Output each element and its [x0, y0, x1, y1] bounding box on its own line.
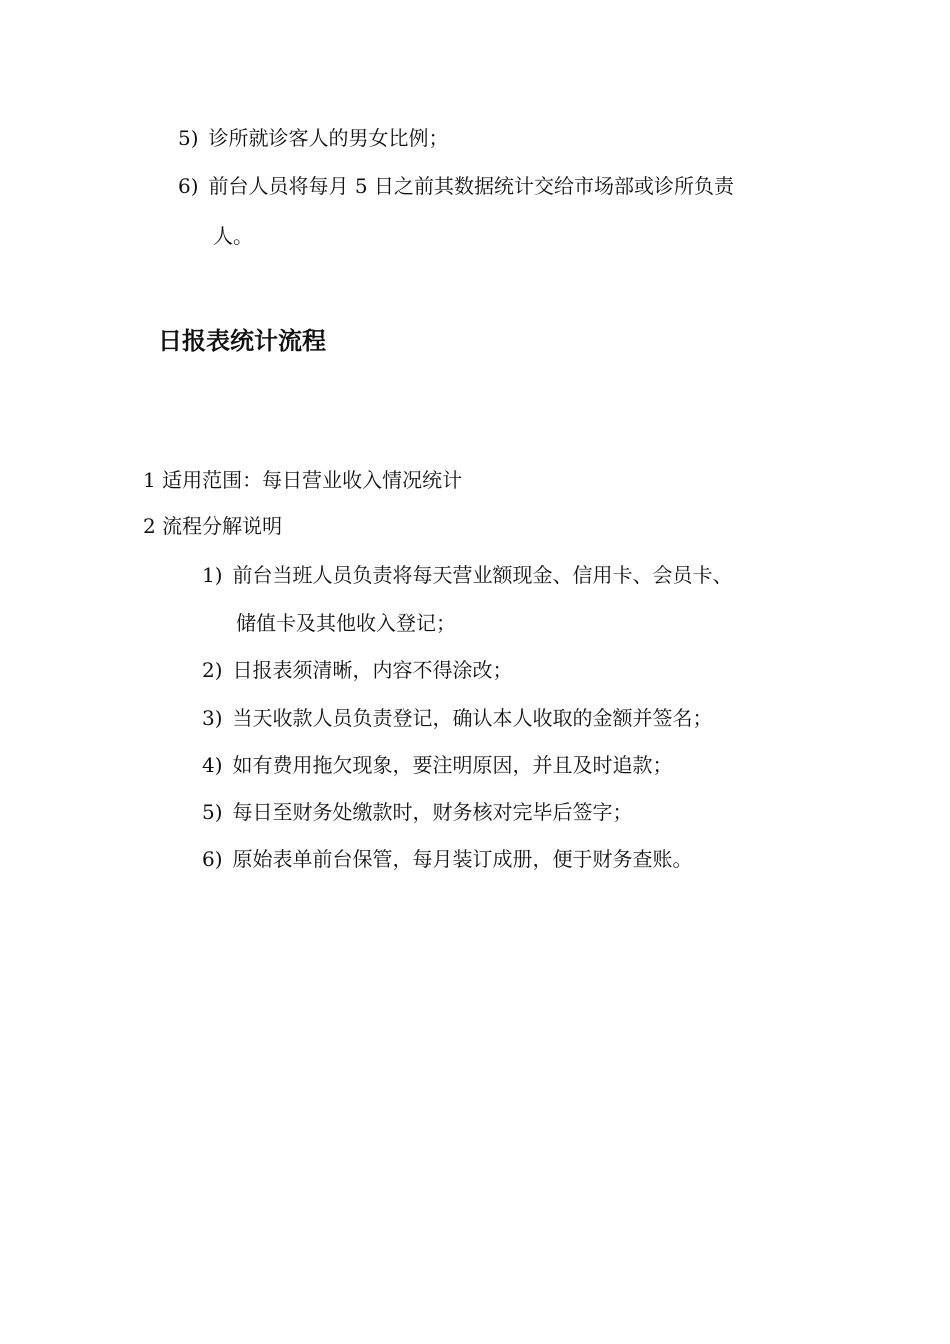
list-item-text: 前台人员将每月 5 日之前其数据统计交给市场部或诊所负责	[208, 174, 734, 198]
process-item-text: 日报表须清晰，内容不得涂改；	[232, 658, 513, 682]
list-item-number: 5)	[178, 126, 199, 150]
process-item-number: 1)	[202, 563, 223, 587]
process-item-text: 如有费用拖欠现象，要注明原因，并且及时追款；	[232, 753, 673, 777]
process-item-number: 4)	[202, 753, 223, 777]
process-item	[202, 706, 713, 730]
process-item	[202, 563, 733, 587]
process-item-text: 当天收款人员负责登记，确认本人收取的金额并签名；	[232, 706, 713, 730]
process-item-number: 6)	[202, 847, 223, 871]
list-item-number: 6)	[178, 174, 199, 198]
process-item	[202, 753, 673, 777]
process-item-text: 原始表单前台保管，每月装订成册，便于财务查账。	[232, 847, 693, 871]
process-item-text: 前台当班人员负责将每天营业额现金、信用卡、会员卡、	[232, 563, 733, 587]
process-item	[202, 800, 633, 824]
process-item	[202, 847, 693, 871]
scope-line: 1 适用范围：每日营业收入情况统计	[143, 468, 463, 492]
process-item-number: 2)	[202, 658, 223, 682]
section-heading: 日报表统计流程	[158, 327, 326, 355]
process-item-continuation: 储值卡及其他收入登记；	[236, 611, 456, 635]
process-item-number: 3)	[202, 706, 223, 730]
process-item-number: 5)	[202, 800, 223, 824]
list-item-text: 诊所就诊客人的男女比例；	[208, 126, 449, 150]
list-item	[178, 126, 449, 150]
list-item	[178, 174, 734, 198]
process-line: 2 流程分解说明	[143, 514, 283, 538]
list-item-continuation: 人。	[213, 224, 253, 248]
process-item-text: 每日至财务处缴款时，财务核对完毕后签字；	[232, 800, 633, 824]
process-item	[202, 658, 513, 682]
